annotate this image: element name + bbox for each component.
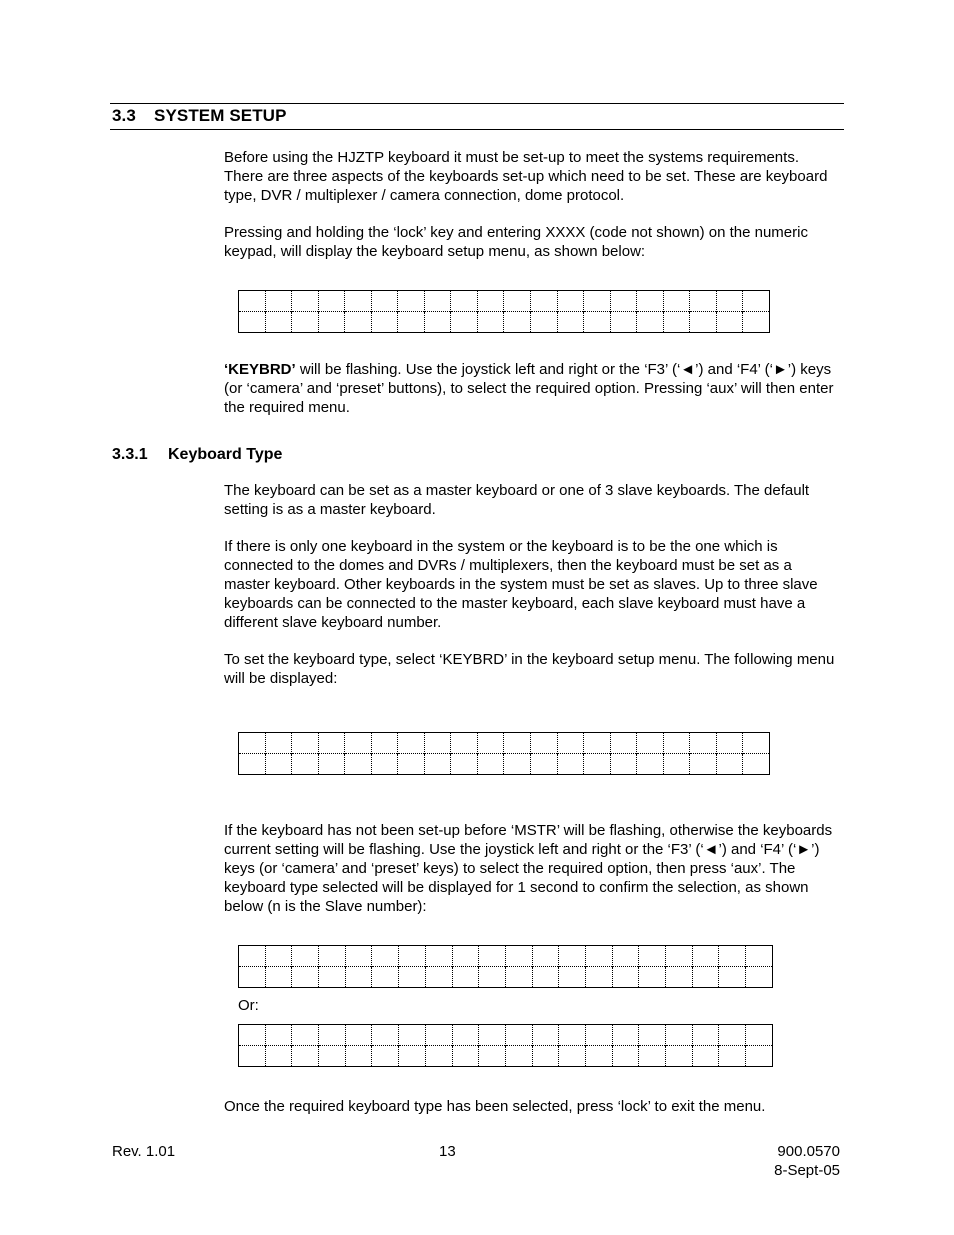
lcd-cell xyxy=(557,312,584,333)
lcd-cell xyxy=(585,946,612,967)
lcd-cell xyxy=(559,967,586,988)
lcd-row xyxy=(239,967,773,988)
intro-paragraph-3-text: will be flashing. Use the joystick left and right or the ‘F3’ (‘◄’) and ‘F4’ (‘►’) keys (or ‘camera’ and ‘preset’ buttons), to select the required option. Pressing ‘aux’ will then enter the required menu. xyxy=(224,361,834,416)
lcd-cell xyxy=(239,967,266,988)
lcd-grid xyxy=(238,290,770,333)
lcd-cell xyxy=(345,312,372,333)
lcd-cell xyxy=(425,1025,452,1046)
lcd-cell xyxy=(666,967,693,988)
lcd-cell xyxy=(239,754,266,775)
lcd-cell xyxy=(532,967,559,988)
lcd-cell xyxy=(345,733,372,754)
lcd-cell xyxy=(477,754,504,775)
lcd-cell xyxy=(292,967,319,988)
lcd-cell xyxy=(610,754,637,775)
lcd-cell xyxy=(585,1025,612,1046)
lcd-cell xyxy=(692,967,719,988)
lcd-cell xyxy=(292,291,319,312)
lcd-cell xyxy=(425,967,452,988)
intro-paragraph-1: Before using the HJZTP keyboard it must be set-up to meet the systems requirements. There are three aspects of the keyboards set-up which need to be set. These are keyboard type, DVR / multiplexer / camera connection, dome protocol. xyxy=(224,149,828,204)
lcd-cell xyxy=(532,1046,559,1067)
lcd-cell xyxy=(477,312,504,333)
lcd-cell xyxy=(319,1025,346,1046)
lcd-cell xyxy=(716,312,743,333)
lcd-cell xyxy=(371,733,398,754)
lcd-cell xyxy=(239,733,266,754)
lcd-cell xyxy=(239,312,266,333)
lcd-cell xyxy=(292,754,319,775)
lcd-cell xyxy=(663,754,690,775)
lcd-cell xyxy=(666,946,693,967)
lcd-cell xyxy=(452,1046,479,1067)
lcd-cell xyxy=(505,1025,532,1046)
keyboard-type-paragraph-4: If the keyboard has not been set-up before ‘MSTR’ will be flashing, otherwise the keyboards current setting will be flashing. Use the joystick left and right or the ‘F3’ (‘◄’) and ‘F4’ (‘►’) keys (or ‘camera’ and ‘preset’ keys) to select the required option, then press ‘aux’. The keyboard type selected will be displayed for 1 second to confirm the selection, as shown below (n is the Slave number): xyxy=(224,822,833,915)
lcd-cell xyxy=(743,754,770,775)
lcd-cell xyxy=(292,733,319,754)
lcd-cell xyxy=(692,1025,719,1046)
lcd-cell xyxy=(345,754,372,775)
lcd-cell xyxy=(399,946,426,967)
lcd-cell xyxy=(345,1025,372,1046)
lcd-cell xyxy=(663,312,690,333)
lcd-cell xyxy=(451,733,478,754)
lcd-cell xyxy=(666,1025,693,1046)
lcd-cell xyxy=(746,1025,773,1046)
lcd-cell xyxy=(452,967,479,988)
lcd-cell xyxy=(479,1025,506,1046)
lcd-cell xyxy=(318,312,345,333)
keyboard-type-paragraph-1: The keyboard can be set as a master keyboard or one of 3 slave keyboards. The default setting is as a master keyboard. xyxy=(224,482,810,518)
lcd-cell xyxy=(719,1046,746,1067)
or-label: Or: xyxy=(238,997,259,1014)
lcd-cell xyxy=(398,291,425,312)
lcd-cell xyxy=(477,291,504,312)
lcd-row xyxy=(239,312,770,333)
lcd-cell xyxy=(585,1046,612,1067)
lcd-cell xyxy=(398,733,425,754)
lcd-cell xyxy=(479,946,506,967)
lcd-cell xyxy=(639,1046,666,1067)
lcd-cell xyxy=(584,754,611,775)
lcd-cell xyxy=(637,291,664,312)
lcd-cell xyxy=(452,1025,479,1046)
lcd-cell xyxy=(719,967,746,988)
lcd-cell xyxy=(425,946,452,967)
subsection-heading xyxy=(112,446,282,464)
lcd-cell xyxy=(265,946,292,967)
lcd-cell xyxy=(371,291,398,312)
lcd-cell xyxy=(265,1046,292,1067)
lcd-cell xyxy=(239,946,266,967)
lcd-cell xyxy=(612,1025,639,1046)
lcd-cell xyxy=(612,967,639,988)
section-number: 3.3 xyxy=(112,106,136,125)
lcd-cell xyxy=(479,1046,506,1067)
lcd-row xyxy=(239,946,773,967)
section-heading xyxy=(112,106,287,126)
lcd-cell xyxy=(345,967,372,988)
intro-paragraph-2: Pressing and holding the ‘lock’ key and entering XXXX (code not shown) on the numeric keypad, will display the keyboard setup menu, as shown below: xyxy=(224,224,808,260)
keyboard-type-paragraph-2: If there is only one keyboard in the system or the keyboard is to be the one which is connected to the domes and DVRs / multiplexers, then the keyboard must be set as a master keyboard. Other keyboards in the system must be set as slaves. Up to three slave keyboards can be connected to the master keyboard, each slave keyboard must have a different slave keyboard number. xyxy=(224,538,818,631)
lcd-cell xyxy=(746,1046,773,1067)
lcd-cell xyxy=(452,946,479,967)
lcd-cell xyxy=(425,1046,452,1067)
lcd-cell xyxy=(345,291,372,312)
lcd-cell xyxy=(612,946,639,967)
lcd-cell xyxy=(746,967,773,988)
footer-document-number: 900.0570 xyxy=(777,1143,840,1160)
lcd-cell xyxy=(239,1046,266,1067)
lcd-cell xyxy=(265,754,292,775)
lcd-row xyxy=(239,754,770,775)
lcd-cell xyxy=(292,1025,319,1046)
lcd-cell xyxy=(399,967,426,988)
lcd-cell xyxy=(716,291,743,312)
lcd-cell xyxy=(612,1046,639,1067)
lcd-cell xyxy=(399,1025,426,1046)
footer-revision: Rev. 1.01 xyxy=(112,1143,176,1160)
lcd-cell xyxy=(743,733,770,754)
lcd-cell xyxy=(345,1046,372,1067)
lcd-cell xyxy=(690,312,717,333)
lcd-cell xyxy=(716,733,743,754)
keyboard-type-paragraph-5: Once the required keyboard type has been selected, press ‘lock’ to exit the menu. xyxy=(224,1098,766,1115)
lcd-cell xyxy=(663,291,690,312)
lcd-cell xyxy=(610,312,637,333)
lcd-cell xyxy=(398,754,425,775)
footer-date: 8-Sept-05 xyxy=(774,1162,840,1179)
lcd-cell xyxy=(292,946,319,967)
lcd-cell xyxy=(372,1046,399,1067)
lcd-cell xyxy=(504,754,531,775)
lcd-cell xyxy=(372,946,399,967)
lcd-cell xyxy=(746,946,773,967)
lcd-cell xyxy=(532,1025,559,1046)
lcd-cell xyxy=(265,733,292,754)
lcd-cell xyxy=(398,312,425,333)
lcd-cell xyxy=(399,1046,426,1067)
lcd-grid xyxy=(238,945,773,988)
lcd-cell xyxy=(451,291,478,312)
lcd-cell xyxy=(477,733,504,754)
lcd-cell xyxy=(531,291,558,312)
lcd-cell xyxy=(345,946,372,967)
lcd-cell xyxy=(424,312,451,333)
lcd-cell xyxy=(637,733,664,754)
lcd-row xyxy=(239,1025,773,1046)
lcd-cell xyxy=(371,312,398,333)
lcd-cell xyxy=(690,754,717,775)
lcd-cell xyxy=(318,291,345,312)
lcd-cell xyxy=(505,1046,532,1067)
lcd-cell xyxy=(505,946,532,967)
lcd-cell xyxy=(319,1046,346,1067)
lcd-cell xyxy=(265,312,292,333)
lcd-cell xyxy=(719,1025,746,1046)
lcd-cell xyxy=(424,291,451,312)
lcd-cell xyxy=(505,967,532,988)
lcd-cell xyxy=(292,312,319,333)
lcd-cell xyxy=(265,1025,292,1046)
lcd-cell xyxy=(557,291,584,312)
lcd-row xyxy=(239,291,770,312)
lcd-cell xyxy=(610,733,637,754)
lcd-cell xyxy=(584,733,611,754)
lcd-cell xyxy=(319,967,346,988)
lcd-cell xyxy=(531,754,558,775)
lcd-cell xyxy=(663,733,690,754)
lcd-cell xyxy=(504,312,531,333)
lcd-cell xyxy=(265,967,292,988)
lcd-cell xyxy=(666,1046,693,1067)
lcd-cell xyxy=(504,733,531,754)
lcd-cell xyxy=(637,754,664,775)
lcd-cell xyxy=(371,754,398,775)
lcd-cell xyxy=(372,967,399,988)
footer-page-number: 13 xyxy=(439,1143,456,1160)
lcd-cell xyxy=(584,291,611,312)
lcd-cell xyxy=(584,312,611,333)
lcd-cell xyxy=(532,946,559,967)
lcd-cell xyxy=(557,754,584,775)
lcd-cell xyxy=(424,754,451,775)
section-title: SYSTEM SETUP xyxy=(154,106,287,125)
lcd-cell xyxy=(531,312,558,333)
lcd-cell xyxy=(451,754,478,775)
lcd-cell xyxy=(239,291,266,312)
lcd-cell xyxy=(531,733,558,754)
keybrd-emphasis: ‘KEYBRD’ xyxy=(224,361,296,378)
lcd-cell xyxy=(639,946,666,967)
lcd-cell xyxy=(239,1025,266,1046)
lcd-cell xyxy=(559,1046,586,1067)
lcd-row xyxy=(239,1046,773,1067)
lcd-cell xyxy=(318,754,345,775)
lcd-cell xyxy=(479,967,506,988)
lcd-cell xyxy=(719,946,746,967)
lcd-cell xyxy=(585,967,612,988)
lcd-cell xyxy=(692,946,719,967)
lcd-cell xyxy=(743,291,770,312)
lcd-cell xyxy=(716,754,743,775)
lcd-cell xyxy=(690,291,717,312)
lcd-grid xyxy=(238,1024,773,1067)
top-rule xyxy=(110,103,844,104)
subsection-title: Keyboard Type xyxy=(168,446,283,463)
lcd-cell xyxy=(319,946,346,967)
keyboard-type-paragraph-3: To set the keyboard type, select ‘KEYBRD’ in the keyboard setup menu. The following menu will be displayed: xyxy=(224,651,835,687)
intro-paragraph-3 xyxy=(224,360,839,417)
lcd-cell xyxy=(637,312,664,333)
lcd-cell xyxy=(639,967,666,988)
lcd-cell xyxy=(559,946,586,967)
lcd-cell xyxy=(557,733,584,754)
heading-underline xyxy=(110,129,844,130)
lcd-cell xyxy=(610,291,637,312)
lcd-cell xyxy=(743,312,770,333)
lcd-grid xyxy=(238,732,770,775)
subsection-number: 3.3.1 xyxy=(112,446,148,463)
lcd-cell xyxy=(639,1025,666,1046)
lcd-cell xyxy=(318,733,345,754)
lcd-cell xyxy=(372,1025,399,1046)
lcd-cell xyxy=(692,1046,719,1067)
lcd-cell xyxy=(292,1046,319,1067)
lcd-cell xyxy=(265,291,292,312)
lcd-cell xyxy=(424,733,451,754)
lcd-cell xyxy=(451,312,478,333)
lcd-cell xyxy=(559,1025,586,1046)
lcd-cell xyxy=(690,733,717,754)
lcd-cell xyxy=(504,291,531,312)
lcd-row xyxy=(239,733,770,754)
